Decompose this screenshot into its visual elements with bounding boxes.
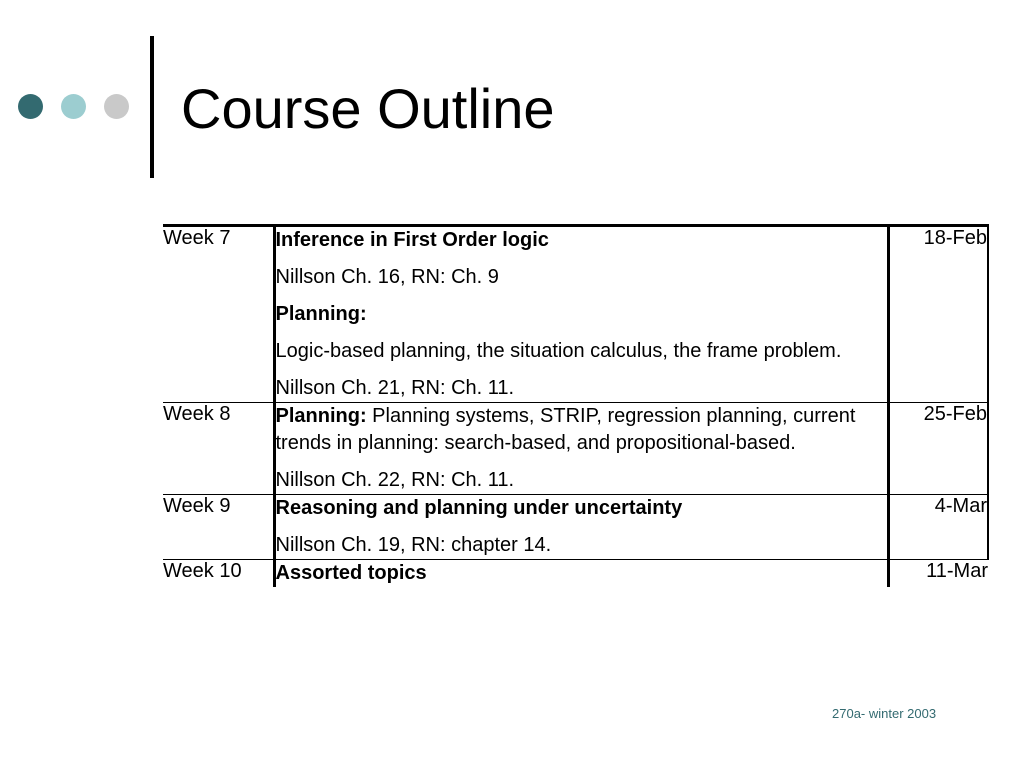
table-row	[163, 403, 988, 495]
topic-line	[276, 467, 887, 494]
date-cell: 18-Feb	[888, 226, 988, 403]
topic-heading: Planning:	[275, 405, 367, 427]
topic-text: Logic-based planning, the situation calculus, the frame problem.	[275, 340, 842, 362]
week-cell: Week 9	[163, 495, 231, 517]
title-divider	[150, 36, 154, 178]
week-cell: Week 8	[163, 403, 231, 425]
topic-cell	[274, 495, 888, 560]
topic-line	[276, 532, 887, 559]
topic-line	[276, 375, 887, 402]
slide-title: Course Outline	[181, 77, 555, 140]
slide-footer: 270a- winter 2003	[832, 706, 937, 721]
bullet-dot-light	[61, 94, 86, 119]
topic-heading: Reasoning and planning under uncertainty	[275, 497, 683, 519]
table-row	[163, 226, 988, 403]
topic-cell	[274, 403, 888, 495]
topic-line	[276, 264, 887, 291]
topic-heading: Inference in First Order logic	[275, 229, 549, 251]
topic-text: Planning systems, STRIP, regression planning, current trends in planning: search-based, and propositional-based.	[275, 405, 856, 454]
date-cell: 25-Feb	[888, 403, 988, 495]
table-row	[163, 495, 988, 560]
bullet-dot-dark	[18, 94, 43, 119]
date-cell: 11-Mar	[926, 560, 988, 582]
topic-heading: Assorted topics	[275, 562, 427, 584]
topic-cell	[274, 560, 888, 588]
date-cell: 4-Mar	[888, 495, 988, 560]
topic-text: Nillson Ch. 22, RN: Ch. 11.	[275, 469, 515, 491]
topic-line	[276, 301, 887, 328]
topic-text: Nillson Ch. 21, RN: Ch. 11.	[275, 377, 515, 399]
topic-text: Nillson Ch. 16, RN: Ch. 9	[275, 266, 499, 288]
topic-line	[276, 560, 887, 587]
table-row	[163, 560, 988, 588]
topic-line	[276, 403, 887, 457]
topic-line	[276, 227, 887, 254]
week-cell: Week 10	[163, 560, 242, 582]
topic-line	[276, 338, 887, 365]
bullet-dot-gray	[104, 94, 129, 119]
topic-cell	[274, 226, 888, 403]
topic-text: Nillson Ch. 19, RN: chapter 14.	[275, 534, 552, 556]
course-schedule-table	[163, 224, 989, 587]
topic-heading: Planning:	[275, 303, 367, 325]
topic-line	[276, 495, 887, 522]
week-cell: Week 7	[163, 227, 231, 249]
